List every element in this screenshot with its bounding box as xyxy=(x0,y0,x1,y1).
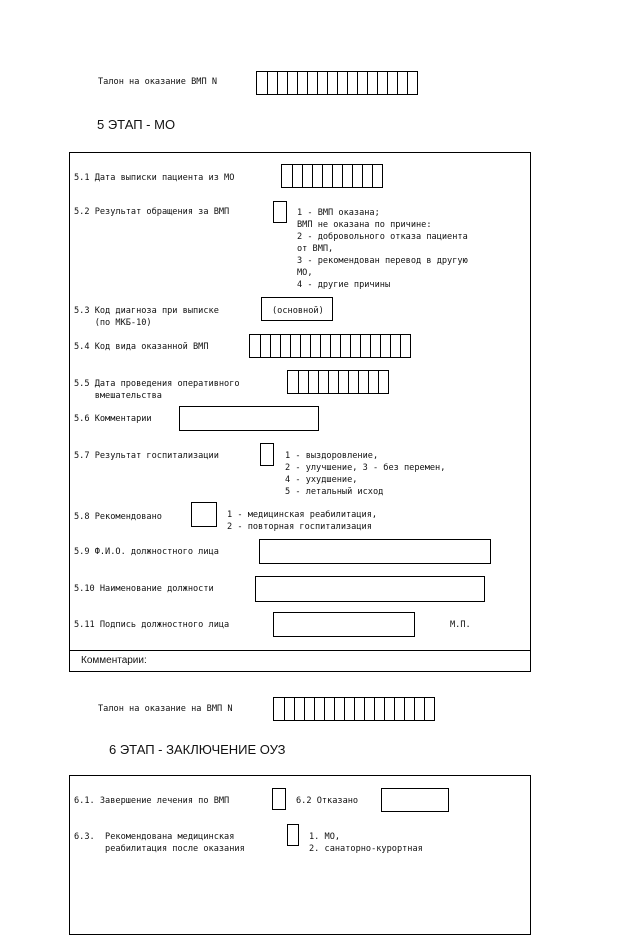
field-6-3-options: 1. МО, 2. санаторно-курортная xyxy=(309,832,423,854)
field-6-1-checkbox[interactable] xyxy=(272,788,286,810)
comments-divider xyxy=(69,650,531,651)
field-5-9-name-input[interactable] xyxy=(259,539,491,564)
digit-cell[interactable] xyxy=(318,371,328,393)
digit-cell[interactable] xyxy=(400,335,410,357)
talon-top-number-field[interactable] xyxy=(256,71,418,95)
digit-cell[interactable] xyxy=(310,335,320,357)
field-5-8-options: 1 - медицинская реабилитация, 2 - повторная госпитализация xyxy=(227,510,378,532)
digit-cell[interactable] xyxy=(347,72,357,94)
digit-cell[interactable] xyxy=(294,698,304,720)
digit-cell[interactable] xyxy=(287,72,297,94)
digit-cell[interactable] xyxy=(350,335,360,357)
digit-cell[interactable] xyxy=(274,698,284,720)
field-5-10-position-input[interactable] xyxy=(255,576,485,602)
digit-cell[interactable] xyxy=(357,72,367,94)
digit-cell[interactable] xyxy=(340,335,350,357)
field-5-11-signature-input[interactable] xyxy=(273,612,415,637)
digit-cell[interactable] xyxy=(308,371,318,393)
digit-cell[interactable] xyxy=(290,335,300,357)
comments-label: Комментарии: xyxy=(81,655,147,666)
digit-cell[interactable] xyxy=(358,371,368,393)
digit-cell[interactable] xyxy=(250,335,260,357)
field-5-9-label: 5.9 Ф.И.О. должностного лица xyxy=(74,547,219,557)
field-5-7-checkbox[interactable] xyxy=(260,443,274,466)
talon-mid-number-field[interactable] xyxy=(273,697,435,721)
field-5-3-label: 5.3 Код диагноза при выписке (по МКБ-10) xyxy=(74,306,219,328)
digit-cell[interactable] xyxy=(312,165,322,187)
field-5-4-label: 5.4 Код вида оказанной ВМП xyxy=(74,342,209,352)
field-6-3-checkbox[interactable] xyxy=(287,824,299,846)
digit-cell[interactable] xyxy=(372,165,382,187)
digit-cell[interactable] xyxy=(332,165,342,187)
digit-cell[interactable] xyxy=(407,72,417,94)
digit-cell[interactable] xyxy=(320,335,330,357)
field-5-2-options: 1 - ВМП оказана; ВМП не оказана по причине: 2 - добровольного отказа пациента от ВМП, 3 - рекомендован перевод в другую МО, 4 - другие причины xyxy=(297,208,468,290)
field-5-1-date-input[interactable] xyxy=(281,164,383,188)
digit-cell[interactable] xyxy=(304,698,314,720)
digit-cell[interactable] xyxy=(397,72,407,94)
digit-cell[interactable] xyxy=(404,698,414,720)
field-5-5-date-input[interactable] xyxy=(287,370,389,394)
digit-cell[interactable] xyxy=(368,371,378,393)
digit-cell[interactable] xyxy=(298,371,308,393)
digit-cell[interactable] xyxy=(302,165,312,187)
digit-cell[interactable] xyxy=(267,72,277,94)
digit-cell[interactable] xyxy=(354,698,364,720)
digit-cell[interactable] xyxy=(377,72,387,94)
field-5-7-label: 5.7 Результат госпитализации xyxy=(74,451,219,461)
digit-cell[interactable] xyxy=(327,72,337,94)
digit-cell[interactable] xyxy=(277,72,287,94)
talon-top-label: Талон на оказание ВМП N xyxy=(98,77,217,87)
digit-cell[interactable] xyxy=(337,72,347,94)
digit-cell[interactable] xyxy=(362,165,372,187)
field-5-8-label: 5.8 Рекомендовано xyxy=(74,512,162,522)
digit-cell[interactable] xyxy=(380,335,390,357)
digit-cell[interactable] xyxy=(280,335,290,357)
digit-cell[interactable] xyxy=(364,698,374,720)
field-6-2-label: 6.2 Отказано xyxy=(296,796,359,806)
digit-cell[interactable] xyxy=(324,698,334,720)
digit-cell[interactable] xyxy=(322,165,332,187)
field-5-1-label: 5.1 Дата выписки пациента из МО xyxy=(74,173,235,183)
digit-cell[interactable] xyxy=(394,698,404,720)
digit-cell[interactable] xyxy=(297,72,307,94)
field-6-2-refusal-input[interactable] xyxy=(381,788,449,812)
digit-cell[interactable] xyxy=(328,371,338,393)
digit-cell[interactable] xyxy=(330,335,340,357)
talon-mid-label: Талон на оказание на ВМП N xyxy=(98,704,233,714)
field-5-5-label: 5.5 Дата проведения оперативного вмешательства xyxy=(74,379,240,401)
field-5-10-label: 5.10 Наименование должности xyxy=(74,584,214,594)
field-5-2-label: 5.2 Результат обращения за ВМП xyxy=(74,207,230,217)
field-6-3-label: 6.3. Рекомендована медицинская реабилитация после оказания xyxy=(74,832,245,854)
digit-cell[interactable] xyxy=(424,698,434,720)
field-5-8-checkbox[interactable] xyxy=(191,502,217,527)
digit-cell[interactable] xyxy=(334,698,344,720)
digit-cell[interactable] xyxy=(390,335,400,357)
stage5-heading: 5 ЭТАП - МО xyxy=(97,117,176,132)
field-5-11-label: 5.11 Подпись должностного лица xyxy=(74,620,230,630)
field-5-3-box-hint: (основной) xyxy=(272,306,324,316)
field-6-1-label: 6.1. Завершение лечения по ВМП xyxy=(74,796,230,806)
field-5-7-options: 1 - выздоровление, 2 - улучшение, 3 - без перемен, 4 - ухудшение, 5 - летальный исход xyxy=(285,451,446,497)
digit-cell[interactable] xyxy=(317,72,327,94)
digit-cell[interactable] xyxy=(374,698,384,720)
digit-cell[interactable] xyxy=(257,72,267,94)
digit-cell[interactable] xyxy=(344,698,354,720)
stage6-heading: 6 ЭТАП - ЗАКЛЮЧЕНИЕ ОУЗ xyxy=(109,742,286,757)
field-5-2-checkbox[interactable] xyxy=(273,201,287,223)
digit-cell[interactable] xyxy=(414,698,424,720)
digit-cell[interactable] xyxy=(348,371,358,393)
digit-cell[interactable] xyxy=(314,698,324,720)
digit-cell[interactable] xyxy=(270,335,280,357)
digit-cell[interactable] xyxy=(370,335,380,357)
digit-cell[interactable] xyxy=(282,165,292,187)
field-5-4-code-input[interactable] xyxy=(249,334,411,358)
digit-cell[interactable] xyxy=(288,371,298,393)
digit-cell[interactable] xyxy=(342,165,352,187)
digit-cell[interactable] xyxy=(352,165,362,187)
field-5-6-comment-input[interactable] xyxy=(179,406,319,431)
digit-cell[interactable] xyxy=(260,335,270,357)
digit-cell[interactable] xyxy=(292,165,302,187)
digit-cell[interactable] xyxy=(367,72,377,94)
digit-cell[interactable] xyxy=(360,335,370,357)
digit-cell[interactable] xyxy=(307,72,317,94)
stamp-mp-label: М.П. xyxy=(450,620,471,630)
digit-cell[interactable] xyxy=(284,698,294,720)
digit-cell[interactable] xyxy=(387,72,397,94)
digit-cell[interactable] xyxy=(300,335,310,357)
digit-cell[interactable] xyxy=(378,371,388,393)
field-5-6-label: 5.6 Комментарии xyxy=(74,414,152,424)
digit-cell[interactable] xyxy=(338,371,348,393)
digit-cell[interactable] xyxy=(384,698,394,720)
